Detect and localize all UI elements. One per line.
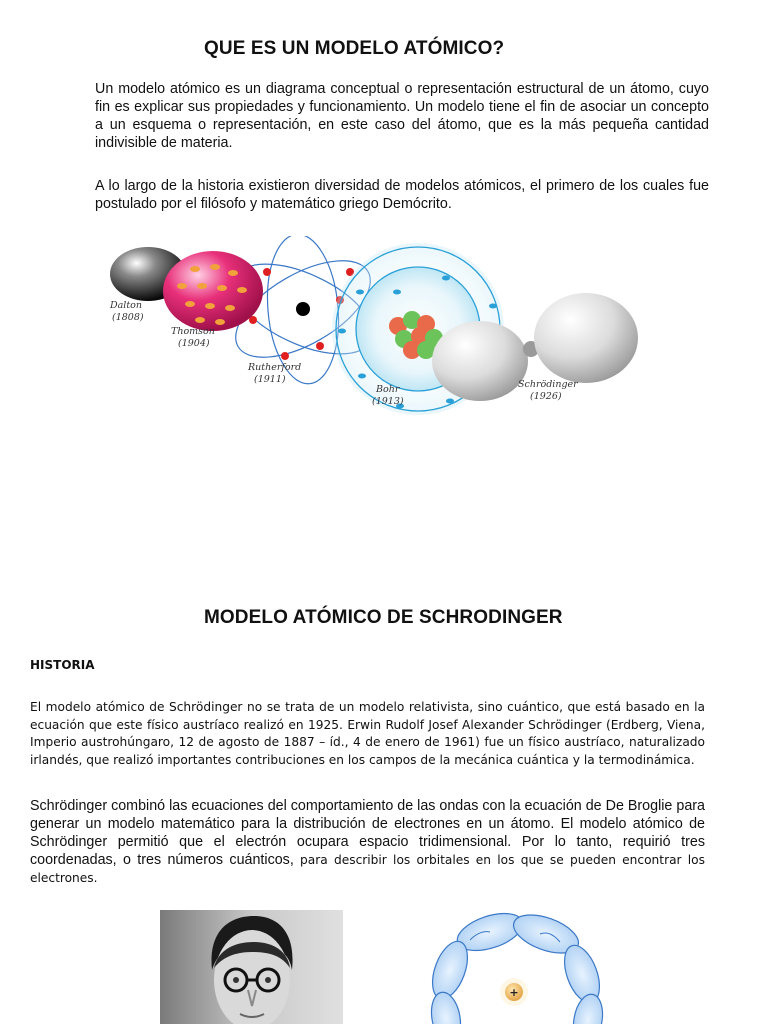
caption-thomson-year: (1904): [178, 338, 210, 349]
caption-bohr-name: Bohr: [376, 384, 400, 395]
intro-paragraph-1: Un modelo atómico es un diagrama conceptual o representación estructural de un átomo, cuyo fin es explicar sus propiedades y funcionamiento. Un modelo tiene el fin de asociar un concepto a un esquema o representación, en este caso del átomo, que es la más pequeña cantidad indivisible de materia.: [95, 81, 709, 151]
combination-paragraph: [30, 797, 705, 887]
thomson-model: [163, 251, 263, 331]
schrodinger-portrait: [160, 910, 343, 1024]
svg-text:+: +: [509, 986, 519, 999]
combination-paragraph-part-2: para describir los orbitales en los que se pueden encontrar los electrones.: [30, 853, 705, 885]
caption-dalton-year: (1808): [112, 312, 144, 323]
caption-bohr-year: (1913): [372, 396, 404, 407]
caption-schrodinger-name: Schrödinger: [518, 379, 578, 390]
combination-paragraph-part-1: Schrödinger combinó las ecuaciones del comportamiento de las ondas con la ecuación de De Broglie para generar un modelo matemático para la distribución de electrones en un átomo. El modelo atómico de Schrödinger permitió que el electrón ocupara espacio tridimensional. Por lo tanto, requirió tres coordenadas, o tres números cuánticos,: [30, 798, 705, 868]
caption-rutherford-name: Rutherford: [248, 362, 302, 373]
caption-dalton-name: Dalton: [110, 300, 142, 311]
caption-schrodinger-year: (1926): [530, 391, 562, 402]
atomic-models-figure: [100, 236, 660, 416]
caption-thomson-name: Thomson: [171, 326, 215, 337]
caption-rutherford-year: (1911): [254, 374, 286, 385]
section-title-schrodinger: MODELO ATÓMICO DE SCHRODINGER: [204, 607, 563, 628]
section-subtitle-historia: HISTORIA: [30, 658, 95, 672]
orbital-diagram: [410, 910, 620, 1024]
historia-paragraph: El modelo atómico de Schrödinger no se trata de un modelo relativista, sino cuántico, que está basado en la ecuación que este físico austríaco realizó en 1925. Erwin Rudolf Josef Alexander Schrödinger (Erdberg, Viena, Imperio austrohúngaro, 12 de agosto de 1887 – íd., 4 de enero de 1961) fue un físico austríaco, naturalizado irlandés, que realizó importantes contribuciones en los campos de la mecánica cuántica y la termodinámica.: [30, 700, 705, 767]
page-title: QUE ES UN MODELO ATÓMICO?: [204, 38, 505, 59]
intro-paragraph-2: A lo largo de la historia existieron diversidad de modelos atómicos, el primero de los cuales fue postulado por el filósofo y matemático griego Demócrito.: [95, 178, 709, 212]
